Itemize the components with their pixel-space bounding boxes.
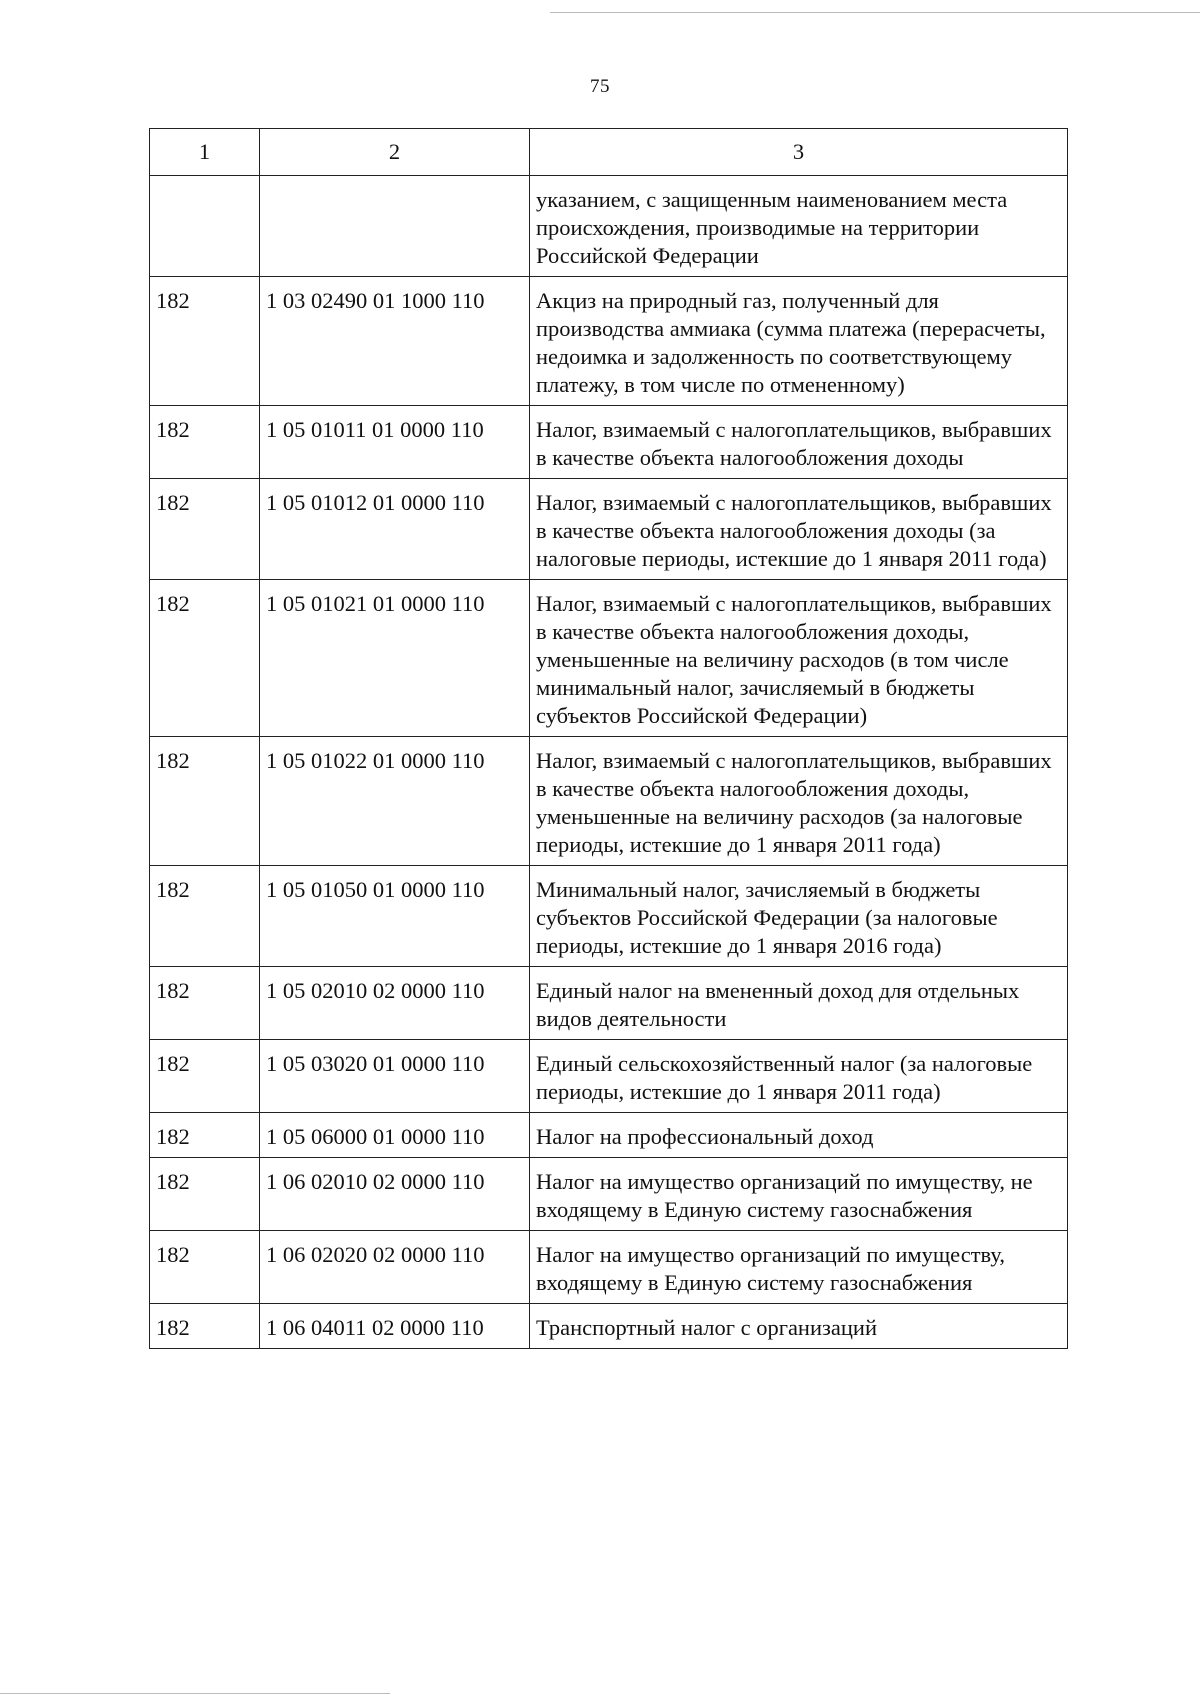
budget-code-cell: 1 06 02020 02 0000 110 — [260, 1231, 530, 1304]
budget-code-cell: 1 05 03020 01 0000 110 — [260, 1040, 530, 1113]
table-row — [150, 1231, 1068, 1304]
budget-code-cell: 1 05 06000 01 0000 110 — [260, 1113, 530, 1158]
description-cell: Акциз на природный газ, полученный для производства аммиака (сумма платежа (перерасчеты, недоимка и задолженность по соответствующему платежу, в том числе по отмененному) — [530, 277, 1068, 406]
header-col-3: 3 — [530, 129, 1068, 176]
budget-code-cell: 1 05 01021 01 0000 110 — [260, 580, 530, 737]
description-cell: Налог, взимаемый с налогоплательщиков, выбравших в качестве объекта налогообложения доходы (за налоговые периоды, истекшие до 1 января 2011 года) — [530, 479, 1068, 580]
table-header-row — [150, 129, 1068, 176]
table-row — [150, 1040, 1068, 1113]
description-cell: Налог, взимаемый с налогоплательщиков, выбравших в качестве объекта налогообложения доходы, уменьшенные на величину расходов (за налоговые периоды, истекшие до 1 января 2011 года) — [530, 737, 1068, 866]
income-codes-table — [149, 128, 1068, 1349]
table-row — [150, 1113, 1068, 1158]
description-cell: указанием, с защищенным наименованием места происхождения, производимые на территории Российской Федерации — [530, 176, 1068, 277]
description-cell: Налог на имущество организаций по имуществу, входящему в Единую систему газоснабжения — [530, 1231, 1068, 1304]
admin-code-cell: 182 — [150, 1113, 260, 1158]
admin-code-cell: 182 — [150, 967, 260, 1040]
admin-code-cell: 182 — [150, 580, 260, 737]
table-row — [150, 737, 1068, 866]
description-cell: Минимальный налог, зачисляемый в бюджеты субъектов Российской Федерации (за налоговые периоды, истекшие до 1 января 2016 года) — [530, 866, 1068, 967]
budget-code-cell: 1 03 02490 01 1000 110 — [260, 277, 530, 406]
budget-code-cell: 1 06 02010 02 0000 110 — [260, 1158, 530, 1231]
table-row — [150, 1304, 1068, 1349]
admin-code-cell: 182 — [150, 1231, 260, 1304]
budget-code-cell: 1 05 01022 01 0000 110 — [260, 737, 530, 866]
admin-code-cell: 182 — [150, 479, 260, 580]
scan-edge-line-top — [550, 12, 1200, 13]
description-cell: Налог, взимаемый с налогоплательщиков, выбравших в качестве объекта налогообложения доходы, уменьшенные на величину расходов (в том числе минимальный налог, зачисляемый в бюджеты субъектов Российской Федерации) — [530, 580, 1068, 737]
table-row — [150, 176, 1068, 277]
description-cell: Налог, взимаемый с налогоплательщиков, выбравших в качестве объекта налогообложения доходы — [530, 406, 1068, 479]
budget-code-cell — [260, 176, 530, 277]
table-row — [150, 580, 1068, 737]
table-row — [150, 866, 1068, 967]
header-col-1: 1 — [150, 129, 260, 176]
page-number: 75 — [590, 76, 610, 97]
table-row — [150, 406, 1068, 479]
admin-code-cell: 182 — [150, 277, 260, 406]
admin-code-cell — [150, 176, 260, 277]
budget-code-cell: 1 06 04011 02 0000 110 — [260, 1304, 530, 1349]
admin-code-cell: 182 — [150, 406, 260, 479]
table-row — [150, 277, 1068, 406]
header-col-2: 2 — [260, 129, 530, 176]
table-row — [150, 479, 1068, 580]
admin-code-cell: 182 — [150, 737, 260, 866]
budget-code-cell: 1 05 02010 02 0000 110 — [260, 967, 530, 1040]
admin-code-cell: 182 — [150, 1158, 260, 1231]
admin-code-cell: 182 — [150, 1304, 260, 1349]
description-cell: Налог на имущество организаций по имуществу, не входящему в Единую систему газоснабжения — [530, 1158, 1068, 1231]
table-row — [150, 967, 1068, 1040]
scan-edge-line-bottom — [0, 1693, 390, 1694]
table-row — [150, 1158, 1068, 1231]
budget-code-cell: 1 05 01050 01 0000 110 — [260, 866, 530, 967]
description-cell: Налог на профессиональный доход — [530, 1113, 1068, 1158]
admin-code-cell: 182 — [150, 866, 260, 967]
budget-code-cell: 1 05 01012 01 0000 110 — [260, 479, 530, 580]
description-cell: Единый налог на вмененный доход для отдельных видов деятельности — [530, 967, 1068, 1040]
budget-code-cell: 1 05 01011 01 0000 110 — [260, 406, 530, 479]
description-cell: Единый сельскохозяйственный налог (за налоговые периоды, истекшие до 1 января 2011 года) — [530, 1040, 1068, 1113]
description-cell: Транспортный налог с организаций — [530, 1304, 1068, 1349]
admin-code-cell: 182 — [150, 1040, 260, 1113]
